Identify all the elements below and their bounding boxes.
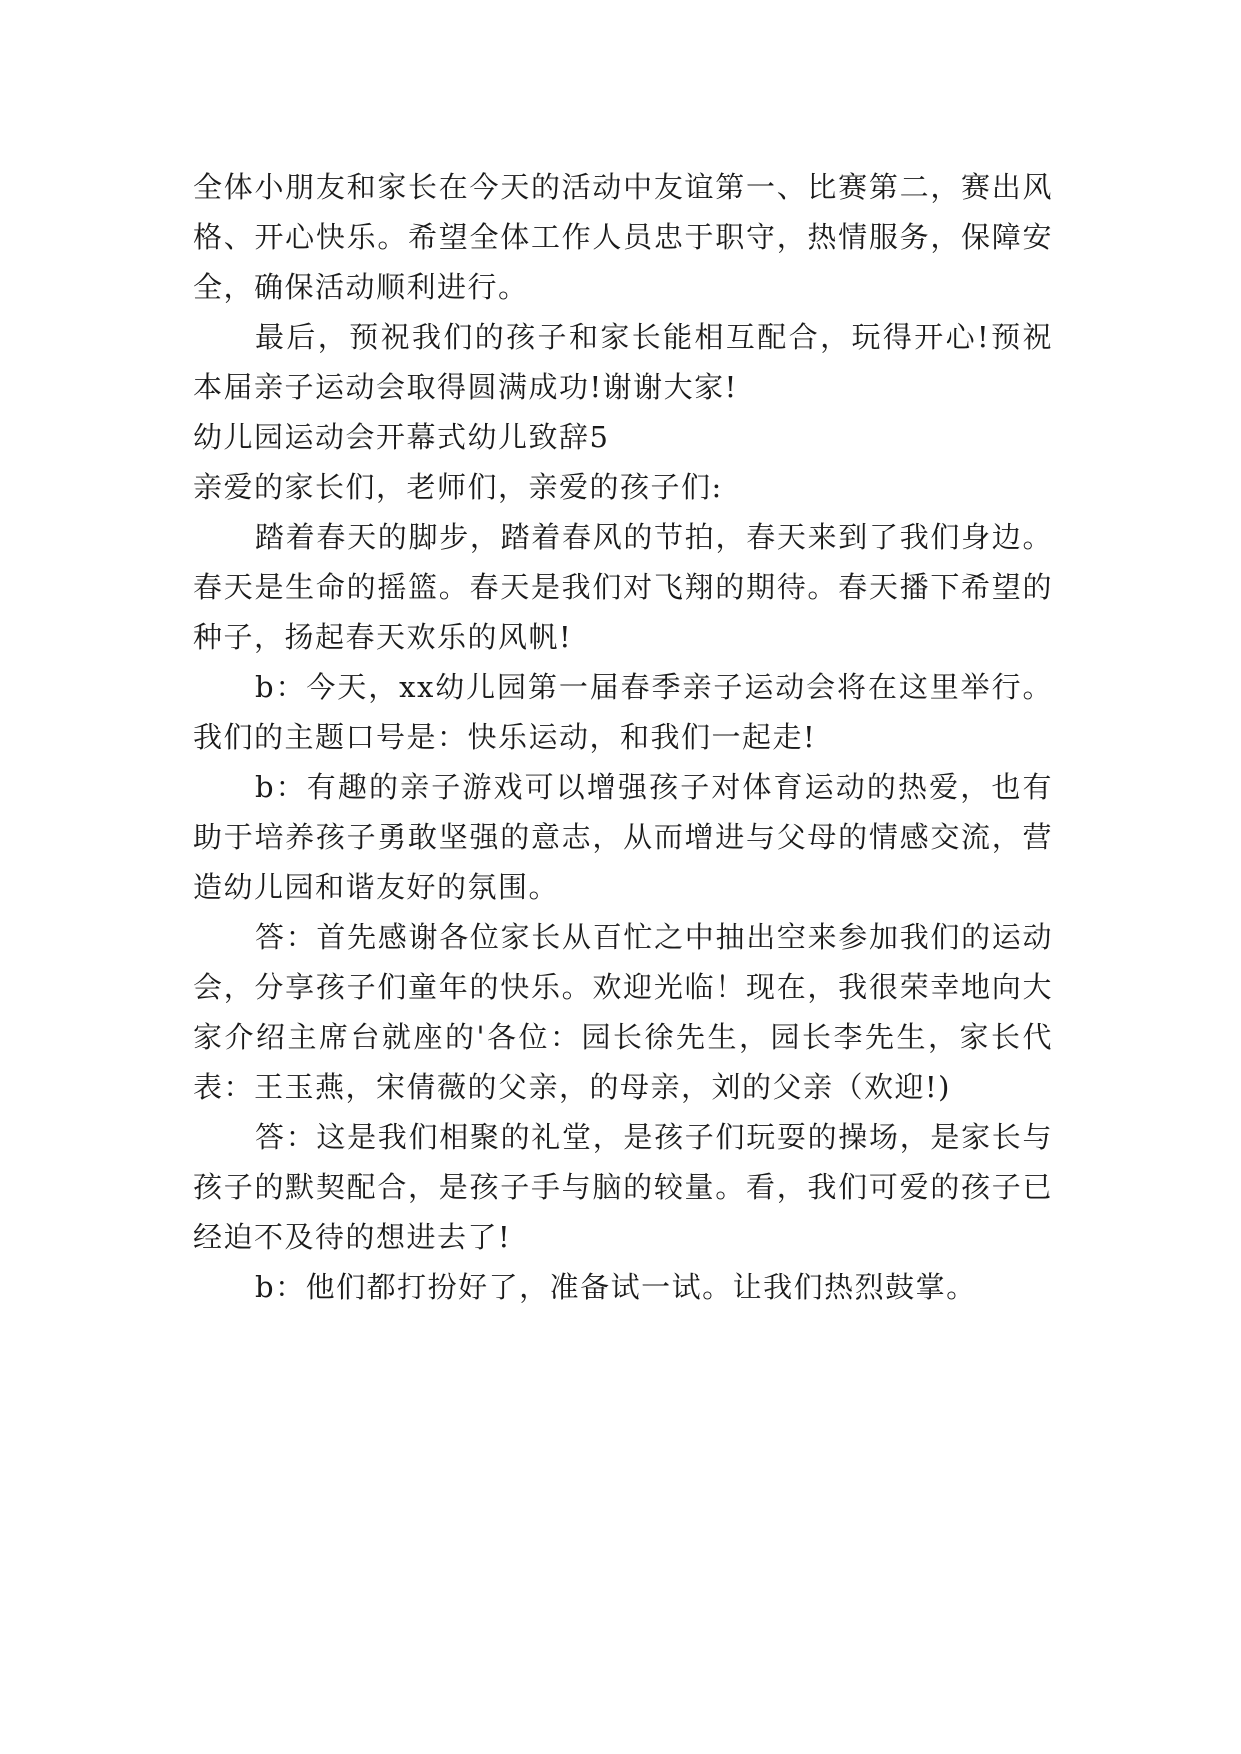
- paragraph-event-announcement: b：今天，xx幼儿园第一届春季亲子运动会将在这里举行。我们的主题口号是：快乐运动，和我们一起走!: [193, 670, 1053, 754]
- paragraph-games-benefits: b：有趣的亲子游戏可以增强孩子对体育运动的热爱，也有助于培养孩子勇敢坚强的意志，从而增进与父母的情感交流，营造幼儿园和谐友好的氛围。: [193, 770, 1053, 904]
- document-body: [193, 162, 1053, 1312]
- salutation: 亲爱的家长们，老师们，亲爱的孩子们:: [193, 470, 723, 504]
- paragraph-closing-continuation: 全体小朋友和家长在今天的活动中友谊第一、比赛第二，赛出风格、开心快乐。希望全体工作人员忠于职守，热情服务，保障安全，确保活动顺利进行。: [193, 170, 1053, 304]
- paragraph-spring-intro: 踏着春天的脚步，踏着春风的节拍，春天来到了我们身边。春天是生命的摇篮。春天是我们对飞翔的期待。春天播下希望的种子，扬起春天欢乐的风帆!: [193, 520, 1053, 654]
- paragraph-guest-introduction: 答：首先感谢各位家长从百忙之中抽出空来参加我们的运动会，分享孩子们童年的快乐。欢迎光临！现在，我很荣幸地向大家介绍主席台就座的'各位：园长徐先生，园长李先生，家长代表：王玉燕，宋倩薇的父亲，的母亲，刘的父亲（欢迎!): [193, 920, 1053, 1104]
- section-title: 幼儿园运动会开幕式幼儿致辞5: [193, 420, 610, 454]
- paragraph-applause: b：他们都打扮好了，准备试一试。让我们热烈鼓掌。: [255, 1270, 977, 1304]
- paragraph-auditorium: 答：这是我们相聚的礼堂，是孩子们玩耍的操场，是家长与孩子的默契配合，是孩子手与脑的较量。看，我们可爱的孩子已经迫不及待的想进去了!: [193, 1120, 1053, 1254]
- paragraph-final-wishes: 最后，预祝我们的孩子和家长能相互配合，玩得开心!预祝本届亲子运动会取得圆满成功!谢谢大家!: [193, 320, 1053, 404]
